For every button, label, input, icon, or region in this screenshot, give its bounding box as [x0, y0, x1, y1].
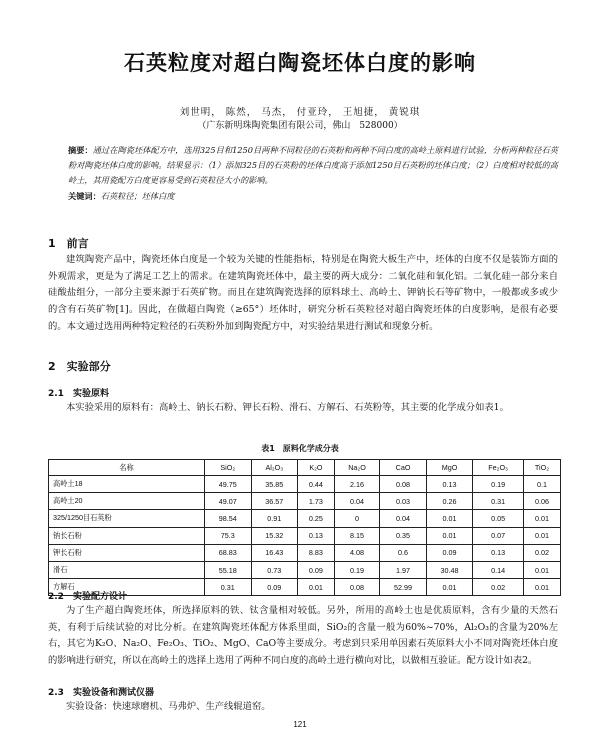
table-cell: 0.19 [334, 561, 379, 578]
table-cell: 2.16 [334, 476, 379, 493]
subsection-heading-equipment: 2.3 实验设备和测试仪器 [48, 688, 154, 698]
chemical-composition-table [48, 459, 561, 596]
table-cell: 1.97 [380, 561, 427, 578]
table-cell: 0.1 [523, 476, 560, 493]
table-cell: 0.14 [473, 561, 524, 578]
table-cell: 49.07 [205, 493, 252, 510]
table-cell: 0.13 [473, 544, 524, 561]
table-cell: 0.08 [380, 476, 427, 493]
table-header-cell: Al₂O₃ [251, 460, 298, 476]
table-cell: 0 [334, 510, 379, 527]
table-cell: 55.18 [205, 561, 252, 578]
table-row-label: 钠长石粉 [49, 527, 205, 544]
keywords-label: 关键词： [68, 191, 101, 201]
table-cell: 1.73 [298, 493, 335, 510]
table-cell: 0.01 [523, 561, 560, 578]
table-cell: 30.48 [426, 561, 473, 578]
table-cell: 0.13 [298, 527, 335, 544]
table-row [49, 476, 561, 493]
abstract [68, 143, 558, 188]
section-heading-experiment: 2 实验部分 [48, 360, 111, 373]
table-header-cell: SiO₂ [205, 460, 252, 476]
table-body [49, 476, 561, 596]
table-cell: 0.01 [298, 579, 335, 596]
table-cell: 0.09 [251, 579, 298, 596]
table-cell: 0.13 [426, 476, 473, 493]
paper-title: 石英粒度对超白陶瓷坯体白度的影响 [124, 51, 476, 75]
table-header-cell: K₂O [298, 460, 335, 476]
introduction-paragraph: 建筑陶瓷产品中，陶瓷坯体白度是一个较为关键的性能指标，特别是在陶瓷大板生产中，坯体的白度不仅是装饰方面的外观需求，更是为了满足工艺上的需求。在建筑陶瓷坯体中，最主要的两大成分：二氧化硅和氧化铝。二氧化硅一部分来自硅酸盐组分，一部分主要来源于石英矿物。而且在建筑陶瓷选择的原料球土、高岭土、钾钠长石等矿物中，一般都或多或少的含有石英矿物[1]。因此，在做超白陶瓷（≥65°）坯体时，研究分析石英粒径对超白陶瓷坯体的白度影响，是很有必要的。本文通过选用两种特定粒径的石英粉外加到陶瓷配方中，对实验结果进行测试和现象分析。 [48, 254, 558, 332]
table-cell: 8.83 [298, 544, 335, 561]
table-cell: 0.01 [426, 527, 473, 544]
table-header-row [49, 460, 561, 476]
table-caption: 表1 原料化学成分表 [261, 444, 339, 453]
table-row-label: 钾长石粉 [49, 544, 205, 561]
table-cell: 0.91 [251, 510, 298, 527]
table-header-cell: CaO [380, 460, 427, 476]
table-cell: 0.19 [473, 476, 524, 493]
table-cell: 0.02 [523, 544, 560, 561]
table-cell: 68.83 [205, 544, 252, 561]
table-row [49, 544, 561, 561]
table-cell: 0.08 [334, 579, 379, 596]
table-cell: 0.44 [298, 476, 335, 493]
table-cell: 0.03 [380, 493, 427, 510]
table-cell: 0.05 [473, 510, 524, 527]
table-cell: 0.31 [473, 493, 524, 510]
table-cell: 75.3 [205, 527, 252, 544]
affiliation: （广东新明珠陶瓷集团有限公司，佛山 528000） [197, 121, 403, 131]
table-cell: 4.08 [334, 544, 379, 561]
table-cell: 35.85 [251, 476, 298, 493]
equipment-paragraph: 实验设备：快速球磨机、马弗炉、生产线辊道窑。 [66, 701, 271, 712]
table-row [49, 493, 561, 510]
table-cell: 0.31 [205, 579, 252, 596]
table-header-cell: Fe₂O₃ [473, 460, 524, 476]
table-row-label: 高岭土20 [49, 493, 205, 510]
table-cell: 98.54 [205, 510, 252, 527]
section-heading-introduction: 1 前言 [48, 237, 89, 250]
formula-design-paragraph: 为了生产超白陶瓷坯体，所选择原料的铁、钛含量相对较低。另外，所用的高岭土也是优质原料，含有少量的天然石英，有利于后续试验的对比分析。在建筑陶瓷坯体配方体系里面，SiO₂的含量一般为60%~70%，Al₂O₃的含量为20%左右，其它为K₂O、Na₂O、Fe₂O₃、TiO₂、MgO、CaO等主要成分。考虑到只采用单因素石英原料大小不同对陶瓷坯体白度的影响进行研究，所以在高岭土的选择上选用了两种不同白度的高岭土进行横向对比，以做相互验证。配方设计如表2。 [48, 605, 558, 667]
table-row [49, 527, 561, 544]
table-cell: 0.01 [523, 510, 560, 527]
table-cell: 49.75 [205, 476, 252, 493]
table-cell: 0.09 [426, 544, 473, 561]
table-cell: 0.26 [426, 493, 473, 510]
table-cell: 0.25 [298, 510, 335, 527]
table-row-label: 325/1250目石英粉 [49, 510, 205, 527]
table-cell: 0.04 [334, 493, 379, 510]
table-cell: 0.01 [523, 527, 560, 544]
table-header-cell: 名称 [49, 460, 205, 476]
table-header-cell: TiO₂ [523, 460, 560, 476]
table-row-label: 高岭土18 [49, 476, 205, 493]
abstract-label: 摘要： [68, 145, 93, 155]
materials-paragraph: 本实验采用的原料有：高岭土、钠长石粉、钾长石粉、滑石、方解石、石英粉等，其主要的化学成分如表1。 [66, 402, 509, 413]
table-row [49, 561, 561, 578]
page-number: 121 [293, 720, 307, 729]
subsection-heading-materials: 2.1 实验原料 [48, 389, 109, 399]
table-header-cell: MgO [426, 460, 473, 476]
keywords [68, 191, 558, 202]
table-cell: 52.99 [380, 579, 427, 596]
table-cell: 0.01 [523, 579, 560, 596]
table-row-label: 方解石 [49, 579, 205, 596]
table-cell: 0.01 [426, 579, 473, 596]
author-list: 刘世明， 陈然， 马杰， 付亚玲， 王旭捷， 黄锐琪 [179, 107, 421, 118]
table-cell: 0.01 [426, 510, 473, 527]
abstract-text: 通过在陶瓷坯体配方中，选用325目和1250目两种不同粒径的石英粉和两种不同白度的高岭土原料进行试验，分析两种粒径石英粉对陶瓷坯体白度的影响。结果显示：（1）添加325目的石英粉的坯体白度高于添加1250目石英粉的坯体白度；（2）白度相对较低的高岭土，其用瓷配方白度更容易受到石英粒径大小的影响。 [68, 145, 558, 185]
table-cell: 0.02 [473, 579, 524, 596]
table-cell: 0.06 [523, 493, 560, 510]
subsection-heading-formula-design: 2.2 实验配方设计 [48, 592, 127, 602]
table-row [49, 510, 561, 527]
table-header-cell: Na₂O [334, 460, 379, 476]
table-row-label: 滑石 [49, 561, 205, 578]
table-cell: 0.35 [380, 527, 427, 544]
table-cell: 15.32 [251, 527, 298, 544]
keywords-text: 石英粒径；坯体白度 [100, 191, 175, 201]
table-cell: 36.57 [251, 493, 298, 510]
table-cell: 0.09 [298, 561, 335, 578]
table-cell: 0.07 [473, 527, 524, 544]
table-cell: 8.15 [334, 527, 379, 544]
table-cell: 0.6 [380, 544, 427, 561]
table-cell: 16.43 [251, 544, 298, 561]
table-cell: 0.73 [251, 561, 298, 578]
table-cell: 0.04 [380, 510, 427, 527]
